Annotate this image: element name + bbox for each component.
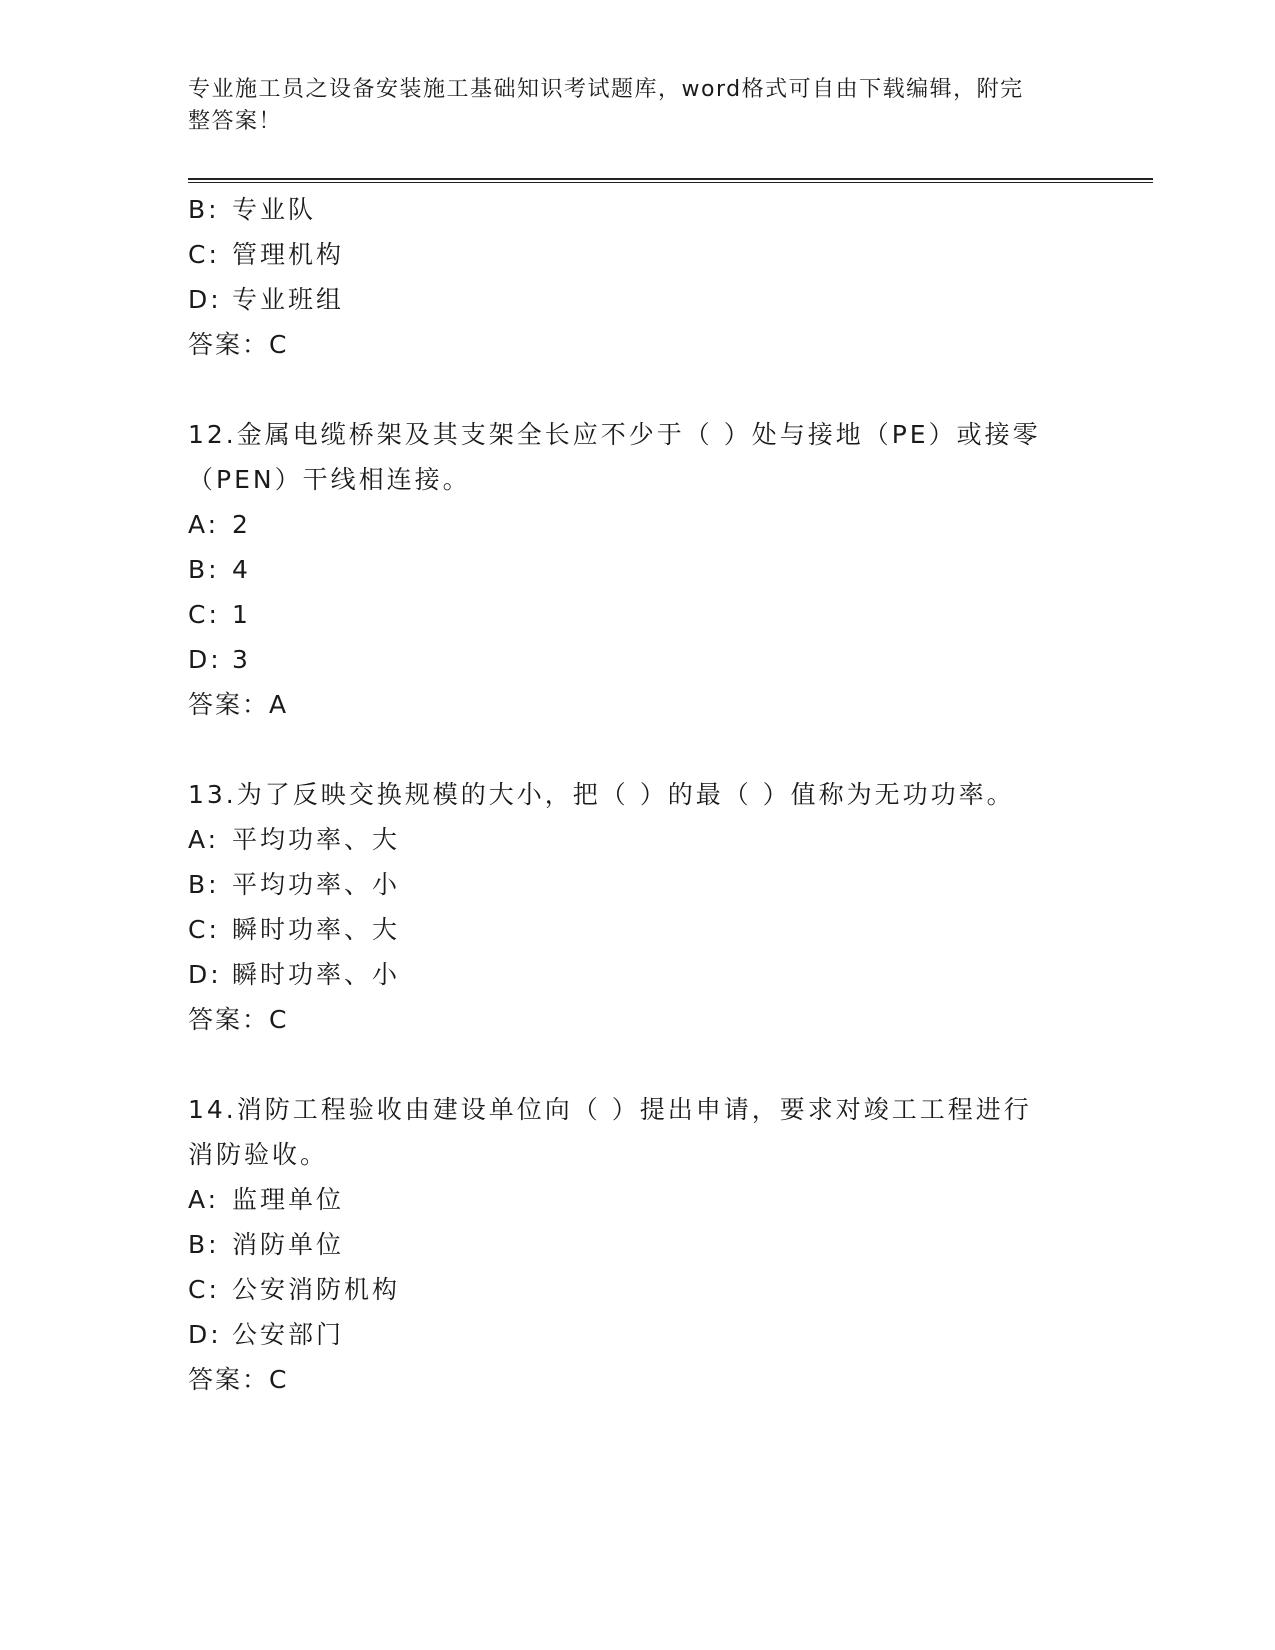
header-line-2: 整答案！ (188, 109, 283, 134)
question-14-text: 14.消防工程验收由建设单位向（ ）提出申请，要求对竣工工程进行 (188, 1095, 1032, 1124)
document-header (188, 74, 1068, 138)
option-d: D: 瞬时功率、小 (188, 960, 401, 989)
answer: 答案：C (188, 330, 289, 359)
option-b: B: 专业队 (188, 195, 317, 224)
question-13-text: 13.为了反映交换规模的大小，把（ ）的最（ ）值称为无功功率。 (188, 780, 1015, 809)
header-divider (188, 178, 1153, 183)
option-c: C: 管理机构 (188, 240, 345, 269)
option-b: B: 消防单位 (188, 1230, 345, 1259)
option-c: C: 公安消防机构 (188, 1275, 401, 1304)
answer: 答案：A (188, 690, 289, 719)
option-b: B: 4 (188, 555, 251, 584)
question-12-text: 12.金属电缆桥架及其支架全长应不少于（ ）处与接地（PE）或接零 (188, 420, 1041, 449)
option-c: C: 1 (188, 600, 251, 629)
option-b: B: 平均功率、小 (188, 870, 401, 899)
option-d: D: 专业班组 (188, 285, 345, 314)
question-14-text-cont: 消防验收。 (188, 1140, 329, 1169)
option-d: D: 公安部门 (188, 1320, 345, 1349)
option-a: A: 平均功率、大 (188, 825, 401, 854)
option-c: C: 瞬时功率、大 (188, 915, 401, 944)
option-a: A: 2 (188, 510, 251, 539)
option-d: D: 3 (188, 645, 251, 674)
answer: 答案：C (188, 1365, 289, 1394)
option-a: A: 监理单位 (188, 1185, 345, 1214)
header-line-1: 专业施工员之设备安装施工基础知识考试题库，word格式可自由下载编辑，附完 (188, 77, 1024, 102)
question-12-text-cont: （PEN）干线相连接。 (188, 465, 471, 494)
answer: 答案：C (188, 1005, 289, 1034)
